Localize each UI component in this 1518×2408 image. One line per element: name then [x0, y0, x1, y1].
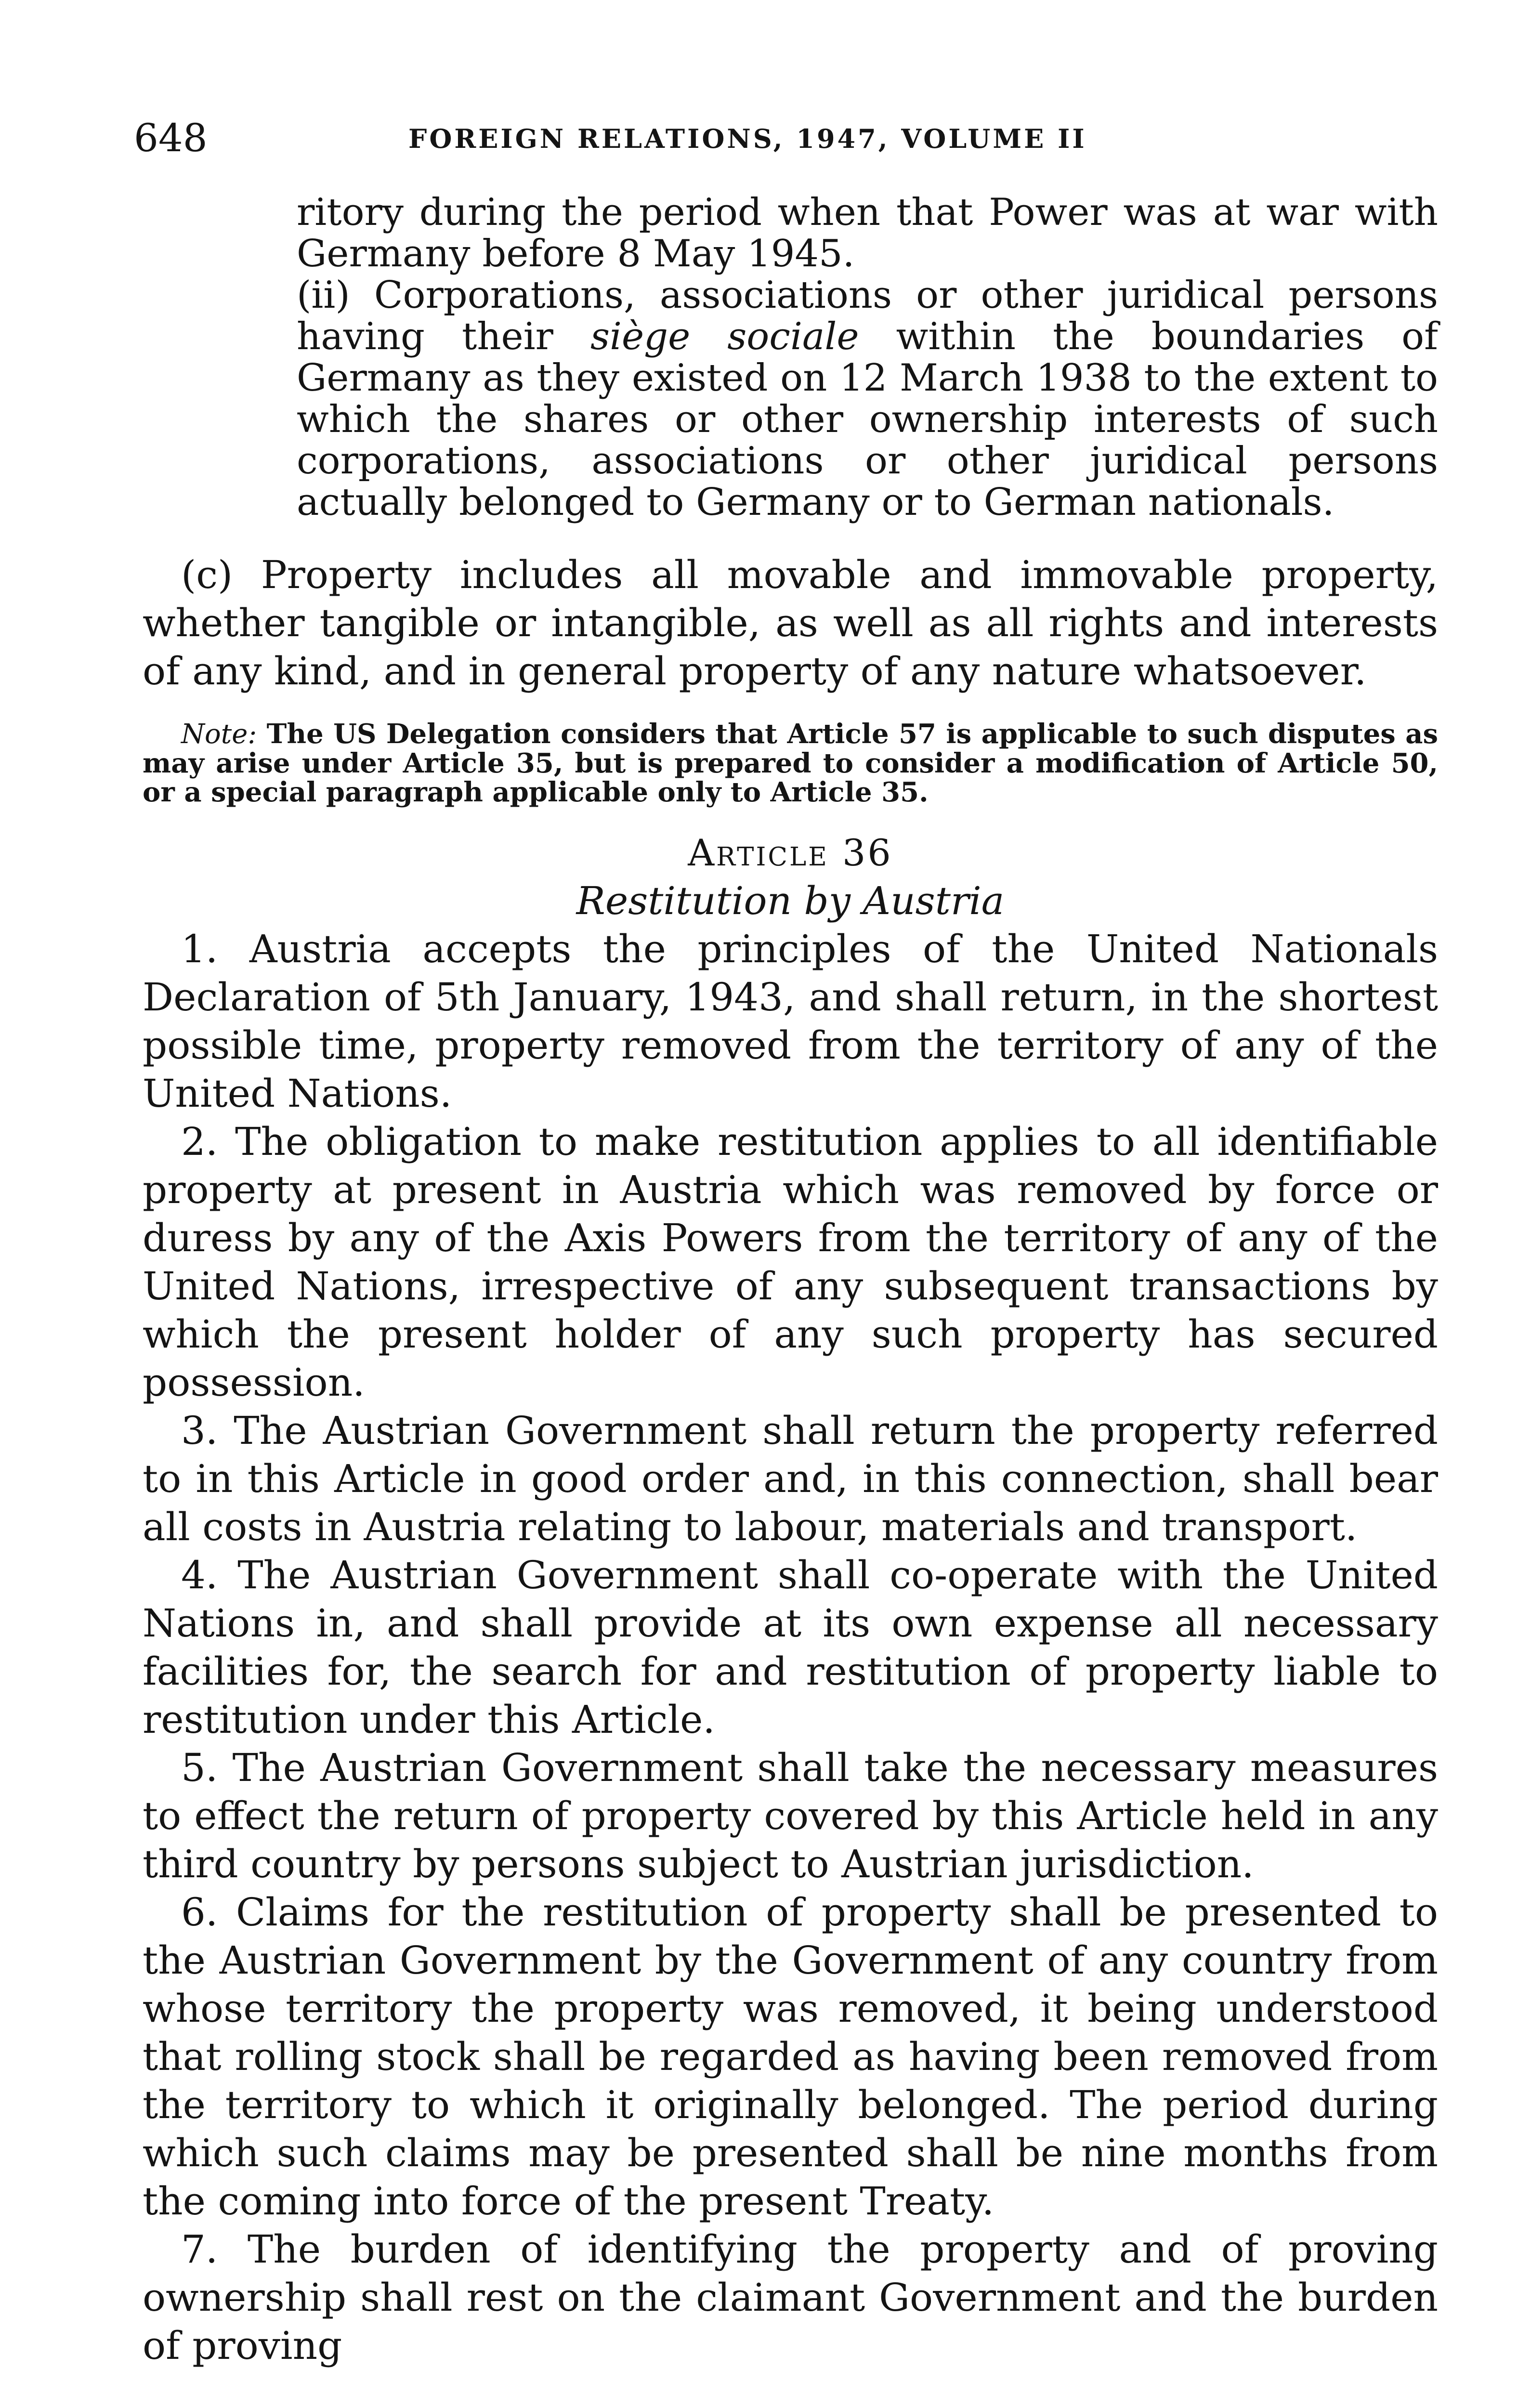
clause-ii — [297, 275, 1438, 523]
article-subtitle: Restitution by Austria — [576, 878, 1005, 923]
article-paragraph-3: 3. The Austrian Government shall return the property referred to in this Article in good order and, in this connection, shall bear all costs in Austria relating to labour, materials and transport. — [143, 1408, 1438, 1549]
paragraph-c: (c) Property includes all movable and immovable property, whether tangible or intangible, as well as all rights and interests of any kind, and in general property of any nature whatsoever. — [143, 552, 1438, 694]
clause-ii-text-start: (ii) Corporations, associations or other juridical persons having their — [297, 274, 1438, 358]
note-label: Note: — [181, 719, 257, 750]
article-heading: Article 36 — [688, 831, 893, 874]
page-body — [143, 192, 1438, 2370]
running-head: FOREIGN RELATIONS, 1947, VOLUME II — [408, 123, 1087, 154]
continued-clause: ritory during the period when that Power was at war with Germany before 8 May 1945. — [297, 191, 1438, 275]
article-paragraph-1: 1. Austria accepts the principles of the United Nationals Declaration of 5th January, 1943, and shall return, in the shortest possible time, property removed from the territory of any of the United Nations. — [143, 927, 1438, 1116]
note-text: The US Delegation considers that Article 57 is applicable to such disputes as may arise under Article 35, but is prepared to consider a modification of Article 50, or a special paragraph applicable only to Article 35. — [143, 718, 1438, 808]
clause-ii-emphasis: siège sociale — [590, 315, 859, 358]
article-paragraph-7: 7. The burden of identifying the property and of proving ownership shall rest on the claimant Government and the burden of proving — [143, 2227, 1438, 2368]
clause-ii-text-end: within the boundaries of Germany as they existed on 12 March 1938 to the extent to which the shares or other ownership interests of such corporations, associations or other juridical persons actually belonged to Germany or to German nationals. — [297, 315, 1438, 524]
article-paragraph-5: 5. The Austrian Government shall take the necessary measures to effect the return of property covered by this Article held in any third country by persons subject to Austrian jurisdiction. — [143, 1745, 1438, 1886]
delegation-note — [143, 720, 1438, 807]
article-paragraph-4: 4. The Austrian Government shall co-operate with the United Nations in, and shall provide at its own expense all necessary facilities for, the search for and restitution of property liable to restitution under this Article. — [143, 1553, 1438, 1742]
page-number: 648 — [134, 116, 208, 160]
page-header — [134, 112, 1434, 165]
article-paragraph-6: 6. Claims for the restitution of property shall be presented to the Austrian Government by the Government of any country from whose territory the property was removed, it being understood that rolling stock shall be regarded as having been removed from the territory to which it originally belonged. The period during which such claims may be presented shall be nine months from the coming into force of the present Treaty. — [143, 1890, 1438, 2224]
article-paragraph-2: 2. The obligation to make restitution applies to all identifiable property at present in Austria which was removed by force or duress by any of the Axis Powers from the territory of any of the United Nations, irrespective of any subsequent transactions by which the present holder of any such property has secured possession. — [143, 1119, 1438, 1405]
